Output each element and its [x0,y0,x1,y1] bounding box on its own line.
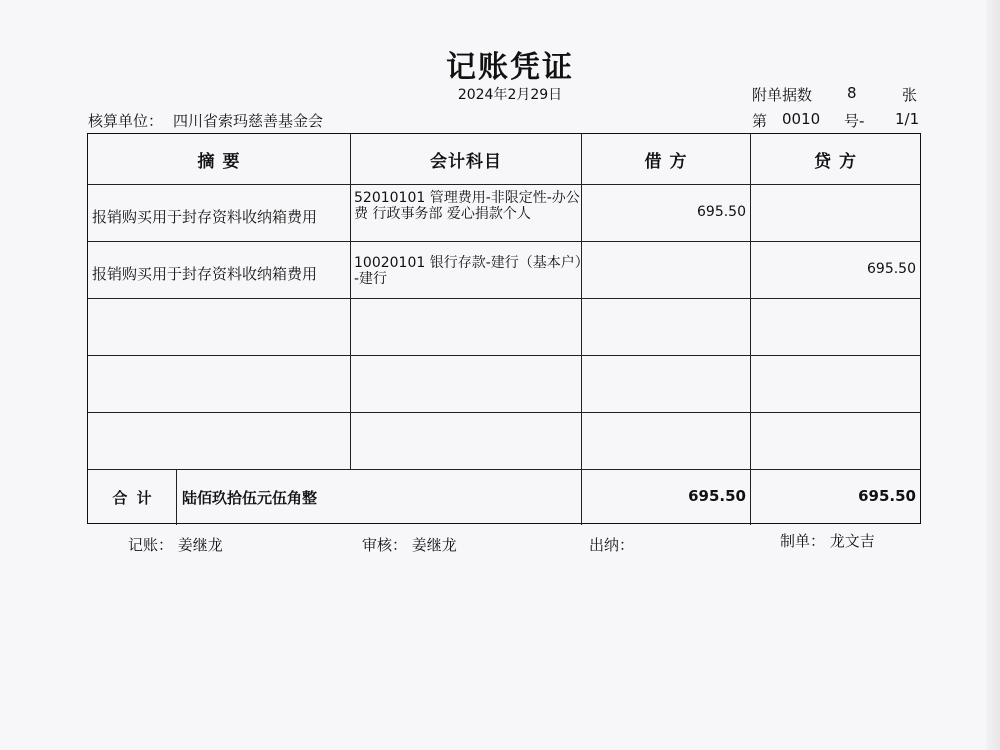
row-1-summary: 报销购买用于封存资料收纳箱费用 [92,208,318,226]
voucher-title: 记账凭证 [446,50,574,85]
footer-preparer: 制单： 龙文吉 [780,532,875,550]
header-credit: 贷 方 [814,151,857,172]
voucher-number-prefix: 第 [752,112,768,130]
row-divider [88,412,920,413]
accounting-unit [88,110,323,131]
row-divider [88,469,920,470]
header-summary: 摘 要 [197,151,241,172]
header-account: 会计科目 [430,151,502,172]
row-divider [88,355,920,356]
footer-bookkeeper: 记账： 姜继龙 [128,536,223,554]
attachments-count: 8 [847,84,857,102]
total-amount-in-words: 陆佰玖拾伍元伍角整 [182,489,318,507]
row-2-summary: 报销购买用于封存资料收纳箱费用 [92,265,318,283]
voucher-date: 2024年2月29日 [457,87,563,103]
accounting-unit-name: 四川省索玛慈善基金会 [173,112,324,130]
accounting-unit-label: 核算单位： [88,112,164,130]
total-label: 合 计 [112,488,154,507]
voucher-number-suffix: 号- [844,112,865,130]
row-1-debit: 695.50 [697,204,746,220]
total-debit: 695.50 [688,487,746,505]
row-divider [88,298,920,299]
voucher-page: 1/1 [895,110,920,128]
row-divider [88,184,920,185]
row-2-credit: 695.50 [867,261,916,277]
attachments-unit: 张 [902,86,918,104]
header-debit: 借 方 [644,151,688,172]
scan-edge [986,0,1000,750]
attachments-label: 附单据数 [752,86,813,104]
row-2-account: 10020101 银行存款-建行（基本户）-建行 [354,255,582,287]
voucher-table [87,133,921,524]
footer-cashier: 出纳： [589,536,635,554]
row-divider [88,241,920,242]
footer-reviewer: 审核： 姜继龙 [362,536,457,554]
column-divider [750,134,751,525]
total-credit: 695.50 [858,487,916,505]
row-1-account: 52010101 管理费用-非限定性-办公费 行政事务部 爱心捐款个人 [354,190,580,222]
voucher-number-value: 0010 [782,110,821,128]
